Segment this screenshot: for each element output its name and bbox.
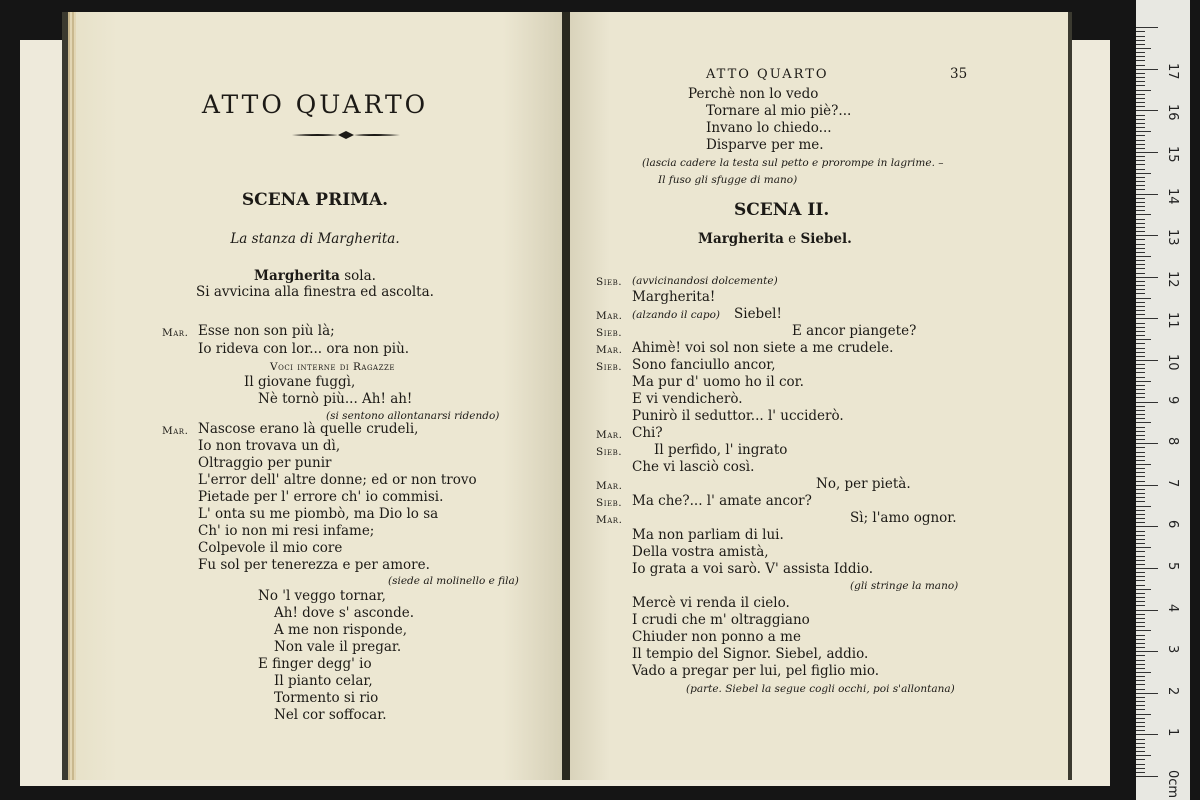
ruler-tick <box>1136 585 1145 586</box>
verse-line: Il giovane fuggì, <box>244 374 356 390</box>
verse-line: I crudi che m' oltraggiano <box>632 612 810 628</box>
ruler-tick <box>1136 73 1145 74</box>
verse-line: No 'l veggo tornar, <box>258 588 386 604</box>
ruler-tick <box>1136 173 1151 174</box>
ruler-tick <box>1136 481 1145 482</box>
ruler-tick <box>1136 651 1158 652</box>
ruler-tick <box>1136 306 1145 307</box>
ruler-tick <box>1136 181 1145 182</box>
ruler-tick <box>1136 343 1145 344</box>
ruler-tick <box>1136 580 1145 581</box>
ruler-tick <box>1136 747 1145 748</box>
verse-line: Non vale il pregar. <box>274 639 402 655</box>
right-page <box>570 12 1068 780</box>
ruler-tick <box>1136 102 1145 103</box>
ruler-tick <box>1136 472 1145 473</box>
ruler-tick <box>1136 410 1145 411</box>
stage-direction: (avvicinandosi dolcemente) <box>632 275 778 287</box>
ruler-tick <box>1136 135 1145 136</box>
speaker-label: Sieb. <box>596 276 623 288</box>
ruler-tick <box>1136 156 1145 157</box>
ruler-tick <box>1136 593 1145 594</box>
ruler-tick <box>1136 402 1158 403</box>
ruler-tick <box>1136 223 1145 224</box>
speaker-label: Mar. <box>596 429 623 441</box>
ruler-tick <box>1136 422 1151 423</box>
ruler-tick <box>1136 526 1158 527</box>
ruler-label: 9 <box>1165 395 1180 404</box>
ruler-tick <box>1136 460 1145 461</box>
character-name: Margherita <box>254 268 340 284</box>
ruler-tick <box>1136 335 1145 336</box>
verse-line: Tornare al mio piè?... <box>706 103 852 119</box>
verse-line: Ah! dove s' asconde. <box>274 605 415 621</box>
character-name: Margherita <box>698 231 784 247</box>
ruler-tick <box>1136 289 1145 290</box>
speaker-label: Sieb. <box>596 361 623 373</box>
ruler-tick <box>1136 372 1145 373</box>
verse-line: Chi? <box>632 425 663 441</box>
ruler-tick <box>1136 676 1145 677</box>
verse-line: Ma pur d' uomo ho il cor. <box>632 374 804 390</box>
verse-line: A me non risponde, <box>274 622 408 638</box>
ruler-tick <box>1136 647 1145 648</box>
ruler-tick <box>1136 85 1145 86</box>
ruler-tick <box>1136 381 1151 382</box>
stage-direction: Si avvicina alla finestra ed ascolta. <box>196 284 434 300</box>
verse-line: Punirò il seduttor... l' ucciderò. <box>632 408 844 424</box>
ruler-tick <box>1136 27 1158 28</box>
ornament-divider <box>290 130 402 140</box>
verse-line: Colpevole il mio core <box>198 540 343 556</box>
ruler-tick <box>1136 614 1145 615</box>
ruler-tick <box>1136 127 1145 128</box>
speaker-label: Mar. <box>162 327 189 339</box>
ruler-tick <box>1136 514 1145 515</box>
ruler-tick <box>1136 364 1145 365</box>
ruler-tick <box>1136 668 1145 669</box>
ruler-tick <box>1136 144 1145 145</box>
act-title: ATTO QUARTO <box>201 90 429 119</box>
ruler-tick <box>1136 69 1158 70</box>
ruler-label: 12 <box>1165 270 1180 288</box>
ruler-label: 4 <box>1165 603 1180 612</box>
ruler-tick <box>1136 630 1151 631</box>
ruler-label: 5 <box>1165 562 1180 571</box>
ruler-tick <box>1136 314 1145 315</box>
verse-line: E vi vendicherò. <box>632 391 743 407</box>
stage-direction: (gli stringe la mano) <box>850 580 959 592</box>
stage-direction: Il fuso gli sfugge di mano) <box>658 174 798 186</box>
ruler-tick <box>1136 722 1145 723</box>
ruler-tick <box>1136 48 1151 49</box>
verse-line: Oltraggio per punir <box>198 455 332 471</box>
verse-line: E finger degg' io <box>258 656 372 672</box>
ruler-tick <box>1136 543 1145 544</box>
stage-direction: (alzando il capo) <box>632 309 720 321</box>
ruler-tick <box>1136 65 1145 66</box>
ruler-tick <box>1136 56 1145 57</box>
running-header: ATTO QUARTO <box>706 67 829 82</box>
book-gutter <box>562 12 570 780</box>
verse-line: Pietade per l' errore ch' io commisi. <box>198 489 444 505</box>
ruler-tick <box>1136 368 1145 369</box>
ruler-tick <box>1136 131 1151 132</box>
ruler-tick <box>1136 140 1145 141</box>
verse-line: Perchè non lo vedo <box>688 86 819 102</box>
ruler-tick <box>1136 497 1145 498</box>
ruler-tick <box>1136 697 1145 698</box>
speaker-label: Mar. <box>162 425 189 437</box>
ruler-label: 10 <box>1165 354 1180 371</box>
speaker-label: Sieb. <box>596 497 623 509</box>
ruler-tick <box>1136 601 1145 602</box>
ruler-tick <box>1136 414 1145 415</box>
ruler-tick <box>1136 385 1145 386</box>
ruler-tick <box>1136 160 1145 161</box>
ruler-tick <box>1136 248 1145 249</box>
measuring-ruler <box>1136 0 1190 800</box>
ruler-tick <box>1136 185 1145 186</box>
ruler-tick <box>1136 539 1145 540</box>
ruler-tick <box>1136 755 1151 756</box>
scene-characters <box>698 231 852 248</box>
ruler-tick <box>1136 331 1145 332</box>
ruler-tick <box>1136 572 1145 573</box>
verse-line: E ancor piangete? <box>792 323 917 339</box>
ruler-tick <box>1136 281 1145 282</box>
ruler-tick <box>1136 535 1145 536</box>
ruler-tick <box>1136 81 1145 82</box>
ruler-tick <box>1136 456 1145 457</box>
verse-line: Ma che?... l' amate ancor? <box>632 493 812 509</box>
ruler-tick <box>1136 273 1145 274</box>
verse-line: Sono fanciullo ancor, <box>632 357 776 373</box>
ruler-tick <box>1136 452 1145 453</box>
ruler-tick <box>1136 36 1145 37</box>
ruler-tick <box>1136 718 1145 719</box>
ruler-tick <box>1136 730 1145 731</box>
ruler-tick <box>1136 202 1145 203</box>
ruler-label: 0cm <box>1165 770 1180 799</box>
ruler-tick <box>1136 518 1145 519</box>
verse-line: Fu sol per tenerezza e per amore. <box>198 557 430 573</box>
ruler-tick <box>1136 635 1145 636</box>
verse-line: Il tempio del Signor. Siebel, addio. <box>632 646 869 662</box>
ruler-tick <box>1136 94 1145 95</box>
verse-line: Il pianto celar, <box>274 673 373 689</box>
verse-line: Nel cor soffocar. <box>274 707 387 723</box>
ruler-tick <box>1136 268 1145 269</box>
ruler-tick <box>1136 493 1145 494</box>
ruler-tick <box>1136 547 1151 548</box>
ruler-tick <box>1136 356 1145 357</box>
ruler-tick <box>1136 693 1158 694</box>
offstage-voices: Voci interne di Ragazze <box>270 361 395 373</box>
ruler-tick <box>1136 689 1145 690</box>
ruler-tick <box>1136 339 1151 340</box>
verse-line: Invano lo chiedo... <box>706 120 832 136</box>
ruler-label: 14 <box>1165 187 1180 205</box>
ruler-tick <box>1136 655 1145 656</box>
ruler-tick <box>1136 564 1145 565</box>
ruler-tick <box>1136 115 1145 116</box>
ruler-tick <box>1136 622 1145 623</box>
ruler-tick <box>1136 501 1145 502</box>
ruler-tick <box>1136 684 1145 685</box>
verse-line: Ch' io non mi resi infame; <box>198 523 375 539</box>
verse-line: Vado a pregar per lui, pel figlio mio. <box>632 663 880 679</box>
ruler-tick <box>1136 705 1145 706</box>
ruler-tick <box>1136 672 1151 673</box>
ruler-label: 7 <box>1165 478 1180 488</box>
ruler-tick <box>1136 77 1145 78</box>
ruler-tick <box>1136 256 1151 257</box>
verse-line: Esse non son più là; <box>198 323 335 339</box>
ruler-tick <box>1136 680 1145 681</box>
ruler-tick <box>1136 189 1145 190</box>
left-page <box>68 12 562 780</box>
ruler-tick <box>1136 206 1145 207</box>
ruler-tick <box>1136 589 1151 590</box>
ruler-label: 6 <box>1165 520 1180 529</box>
character-note: sola. <box>344 268 376 284</box>
ruler-tick <box>1136 759 1145 760</box>
speaker-label: Mar. <box>596 514 623 526</box>
ruler-tick <box>1136 476 1145 477</box>
ruler-label: 17 <box>1165 62 1180 80</box>
ruler-tick <box>1136 323 1145 324</box>
verse-line: L' onta su me piombò, ma Dio lo sa <box>198 506 439 522</box>
ruler-tick <box>1136 556 1145 557</box>
ruler-tick <box>1136 393 1145 394</box>
ruler-tick <box>1136 44 1145 45</box>
ruler-tick <box>1136 239 1145 240</box>
verse-line: Nascose erano là quelle crudeli, <box>198 421 419 437</box>
ruler-tick <box>1136 327 1145 328</box>
ruler-tick <box>1136 489 1145 490</box>
page-number: 35 <box>950 66 968 82</box>
ruler-tick <box>1136 427 1145 428</box>
ruler-tick <box>1136 626 1145 627</box>
stage-direction: (si sentono allontanarsi ridendo) <box>326 410 500 422</box>
ruler-tick <box>1136 664 1145 665</box>
ruler-tick <box>1136 435 1145 436</box>
ruler-label: 16 <box>1165 104 1180 121</box>
verse-line: Io non trovava un dì, <box>198 438 341 454</box>
verse-line: Io rideva con lor... ora non più. <box>198 341 410 357</box>
scene-setting: La stanza di Margherita. <box>230 231 400 247</box>
ruler-tick <box>1136 510 1145 511</box>
character-name: Siebel. <box>800 231 852 247</box>
verse-line: Siebel! <box>734 306 782 322</box>
ruler-tick <box>1136 52 1145 53</box>
verse-line: Tormento si rio <box>274 690 379 706</box>
ruler-tick <box>1136 739 1145 740</box>
ruler-tick <box>1136 348 1145 349</box>
ruler-tick <box>1136 169 1145 170</box>
ruler-tick <box>1136 123 1145 124</box>
verse-line: Sì; l'amo ognor. <box>850 510 957 526</box>
character-line <box>68 268 562 285</box>
ruler-tick <box>1136 260 1145 261</box>
ruler-tick <box>1136 439 1145 440</box>
ruler-tick <box>1136 264 1145 265</box>
ruler-tick <box>1136 352 1145 353</box>
stage-direction: (parte. Siebel la segue cogli occhi, poi s'allontana) <box>686 683 955 695</box>
verse-line: Chiuder non ponno a me <box>632 629 801 645</box>
ruler-tick <box>1136 293 1145 294</box>
ruler-tick <box>1136 726 1145 727</box>
ruler-tick <box>1136 568 1158 569</box>
ruler-tick <box>1136 219 1145 220</box>
ruler-tick <box>1136 443 1158 444</box>
verse-line: Che vi lasciò così. <box>632 459 755 475</box>
ruler-label: 15 <box>1165 146 1180 163</box>
speaker-label: Mar. <box>596 344 623 356</box>
ruler-label: 1 <box>1165 728 1180 737</box>
scene-title: SCENA PRIMA. <box>241 190 389 210</box>
ruler-label: 11 <box>1165 312 1180 329</box>
ruler-tick <box>1136 119 1145 120</box>
ruler-tick <box>1136 406 1145 407</box>
ruler-tick <box>1136 310 1145 311</box>
page-edges <box>68 12 76 780</box>
ruler-label: 3 <box>1165 645 1180 654</box>
ruler-tick <box>1136 214 1151 215</box>
ruler-tick <box>1136 560 1145 561</box>
ruler-tick <box>1136 618 1145 619</box>
ruler-tick <box>1136 709 1145 710</box>
ruler-tick <box>1136 485 1158 486</box>
speaker-label: Sieb. <box>596 327 623 339</box>
verse-line: Ma non parliam di lui. <box>632 527 784 543</box>
ruler-tick <box>1136 298 1151 299</box>
verse-line: Il perfido, l' ingrato <box>654 442 788 458</box>
ruler-tick <box>1136 235 1158 236</box>
ruler-tick <box>1136 431 1145 432</box>
ruler-tick <box>1136 772 1145 773</box>
ruler-tick <box>1136 643 1145 644</box>
ruler-tick <box>1136 60 1145 61</box>
ruler-tick <box>1136 743 1145 744</box>
ruler-tick <box>1136 164 1145 165</box>
verse-line: Io grata a voi sarò. V' assista Iddio. <box>632 561 874 577</box>
ruler-tick <box>1136 605 1145 606</box>
ruler-tick <box>1136 464 1151 465</box>
ruler-tick <box>1136 447 1145 448</box>
ruler-tick <box>1136 318 1158 319</box>
ruler-tick <box>1136 252 1145 253</box>
ruler-tick <box>1136 764 1145 765</box>
ruler-tick <box>1136 751 1145 752</box>
verse-line: Mercè vi renda il cielo. <box>632 595 790 611</box>
ruler-tick <box>1136 768 1145 769</box>
ruler-tick <box>1136 210 1145 211</box>
ruler-tick <box>1136 285 1145 286</box>
ruler-tick <box>1136 389 1145 390</box>
ruler-tick <box>1136 152 1158 153</box>
ruler-tick <box>1136 227 1145 228</box>
ruler-tick <box>1136 98 1145 99</box>
ruler-tick <box>1136 177 1145 178</box>
ruler-tick <box>1136 90 1151 91</box>
ruler-tick <box>1136 576 1145 577</box>
ruler-tick <box>1136 660 1145 661</box>
verse-line: Margherita! <box>632 289 716 305</box>
ruler-tick <box>1136 377 1145 378</box>
ruler-tick <box>1136 468 1145 469</box>
ruler-tick <box>1136 597 1145 598</box>
ruler-tick <box>1136 31 1145 32</box>
verse-line: Della vostra amistà, <box>632 544 769 560</box>
ruler-tick <box>1136 776 1158 777</box>
ruler-label: 13 <box>1165 229 1180 246</box>
verse-line: Disparve per me. <box>706 137 824 153</box>
ruler-tick <box>1136 610 1158 611</box>
speaker-label: Sieb. <box>596 446 623 458</box>
verse-line: Ahimè! voi sol non siete a me crudele. <box>632 340 894 356</box>
ruler-tick <box>1136 639 1145 640</box>
ruler-tick <box>1136 397 1145 398</box>
ruler-tick <box>1136 110 1158 111</box>
ruler-tick <box>1136 40 1145 41</box>
ruler-tick <box>1136 522 1145 523</box>
verse-line: Nè tornò più... Ah! ah! <box>258 391 413 407</box>
ruler-tick <box>1136 418 1145 419</box>
ruler-tick <box>1136 506 1151 507</box>
ruler-tick <box>1136 148 1145 149</box>
ruler-tick <box>1136 244 1145 245</box>
verse-line: L'error dell' altre donne; ed or non trovo <box>198 472 477 488</box>
speaker-label: Mar. <box>596 310 623 322</box>
ruler-tick <box>1136 714 1151 715</box>
stage-direction: (lascia cadere la testa sul petto e prorompe in lagrime. – <box>642 157 944 169</box>
ruler-tick <box>1136 360 1158 361</box>
ruler-tick <box>1136 302 1145 303</box>
ruler-tick <box>1136 106 1145 107</box>
ruler-tick <box>1136 734 1158 735</box>
ruler-tick <box>1136 194 1158 195</box>
ruler-label: 8 <box>1165 437 1180 446</box>
character-conjunction: e <box>788 231 797 247</box>
open-book <box>62 12 1072 780</box>
ruler-tick <box>1136 551 1145 552</box>
ruler-tick <box>1136 231 1145 232</box>
ruler-tick <box>1136 277 1158 278</box>
ruler-tick <box>1136 701 1145 702</box>
speaker-label: Mar. <box>596 480 623 492</box>
ruler-tick <box>1136 531 1145 532</box>
ruler-tick <box>1136 198 1145 199</box>
stage-direction: (siede al molinello e fila) <box>388 575 519 587</box>
scene-title: SCENA II. <box>734 200 830 220</box>
ruler-label: 2 <box>1165 686 1180 696</box>
verse-line: No, per pietà. <box>816 476 911 492</box>
